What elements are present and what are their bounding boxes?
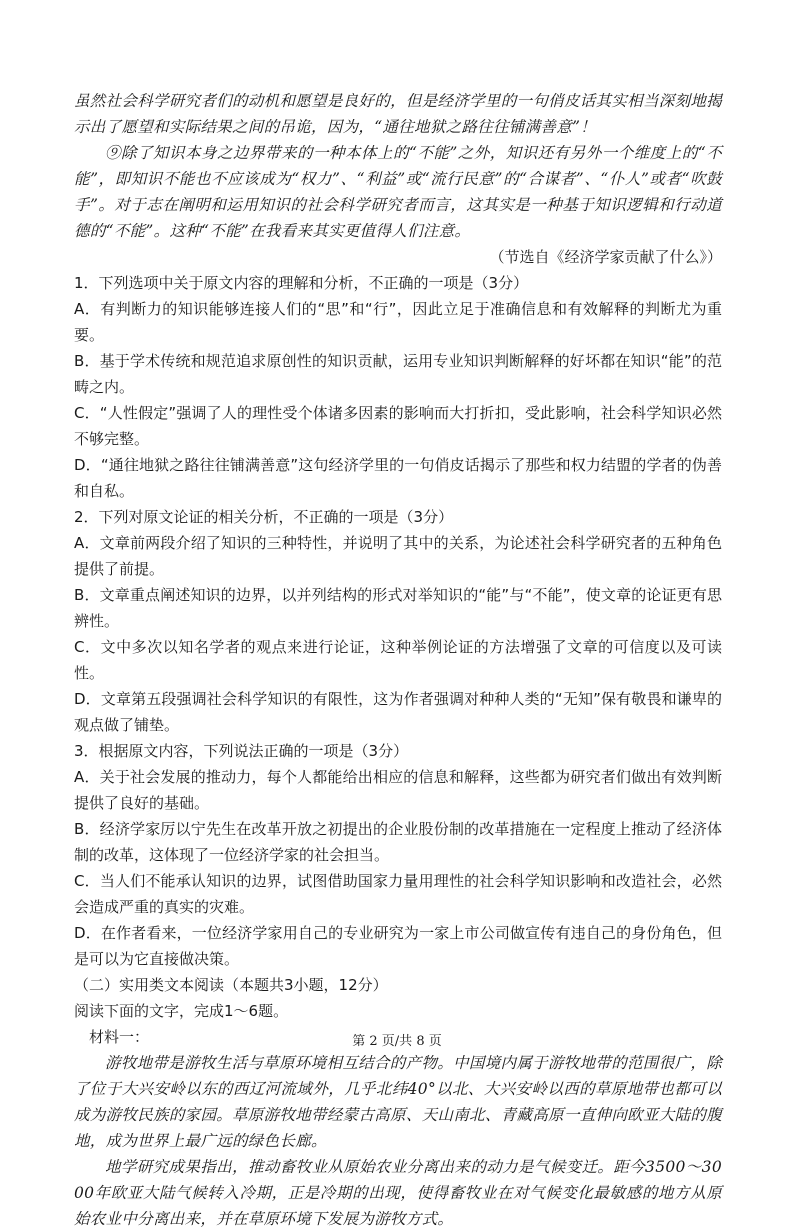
- question-option: D．“通往地狱之路往往铺满善意”这句经济学里的一句俏皮话揭示了那些和权力结盟的学者的伪善和自私。: [74, 456, 722, 500]
- material-label: 材料一：: [89, 1028, 150, 1046]
- section-instruction: 阅读下面的文字，完成1～6题。: [74, 1002, 289, 1020]
- question-stem: 3．根据原文内容，下列说法正确的一项是（3分）: [74, 742, 409, 760]
- question-option: D．文章第五段强调社会科学知识的有限性，这为作者强调对种种人类的“无知”保有敬畏和谦卑的观点做了铺垫。: [74, 690, 722, 734]
- question-option: C．文中多次以知名学者的观点来进行论证，这种举例论证的方法增强了文章的可信度以及可读性。: [74, 638, 722, 682]
- passage-paragraph: 虽然社会科学研究者们的动机和愿望是良好的，但是经济学里的一句俏皮话其实相当深刻地揭示出了愿望和实际结果之间的吊诡，因为，“通往地狱之路往往铺满善意”！: [74, 92, 722, 136]
- question-option: C．“人性假定”强调了人的理性受个体诸多因素的影响而大打折扣，受此影响，社会科学知识必然不够完整。: [74, 404, 722, 448]
- question-stem: 2．下列对原文论证的相关分析，不正确的一项是（3分）: [74, 508, 454, 526]
- material-paragraph: 地学研究成果指出，推动畜牧业从原始农业分离出来的动力是气候变迁。距今3500～3000年欧亚大陆气候转入冷期，正是冷期的出现，使得畜牧业在对气候变化最敏感的地方从原始农业中分离出来，并在草原环境下发展为游牧方式。: [74, 1158, 722, 1228]
- question-option: A．文章前两段介绍了知识的三种特性，并说明了其中的关系，为论述社会科学研究者的五种角色提供了前提。: [74, 534, 722, 578]
- question-option: B．文章重点阐述知识的边界，以并列结构的形式对举知识的“能”与“不能”，使文章的论证更有思辨性。: [74, 586, 722, 630]
- question-option: B．经济学家厉以宁先生在改革开放之初提出的企业股份制的改革措施在一定程度上推动了经济体制的改革，这体现了一位经济学家的社会担当。: [74, 820, 722, 864]
- passage-source: （节选自《经济学家贡献了什么》）: [489, 248, 722, 266]
- question-3: [74, 738, 722, 972]
- question-option: B．基于学术传统和规范追求原创性的知识贡献，运用专业知识判断解释的好坏都在知识“能”的范畴之内。: [74, 352, 722, 396]
- question-option: D．在作者看来，一位经济学家用自己的专业研究为一家上市公司做宣传有违自己的身份角色，但是可以为它直接做决策。: [74, 924, 722, 968]
- passage-paragraph: ⑨除了知识本身之边界带来的一种本体上的“不能”之外，知识还有另外一个维度上的“不能”，即知识不能也不应该成为“权力”、“利益”或“流行民意”的“合谋者”、“仆人”或者“吹鼓手”。对于志在阐明和运用知识的社会科学研究者而言，这其实是一种基于知识逻辑和行动道德的“不能”。这种“不能”在我看来其实更值得人们注意。: [74, 144, 722, 240]
- question-option: C．当人们不能承认知识的边界，试图借助国家力量用理性的社会科学知识影响和改造社会，必然会造成严重的真实的灾难。: [74, 872, 722, 916]
- question-option: A．有判断力的知识能够连接人们的“思”和“行”，因此立足于准确信息和有效解释的判断尤为重要。: [74, 300, 722, 344]
- question-2: [74, 504, 722, 738]
- page-footer: 第 2 页/共 8 页: [352, 1034, 442, 1049]
- document-page: [74, 88, 722, 1232]
- section-heading: （二）实用类文本阅读（本题共3小题，12分）: [74, 976, 388, 994]
- question-option: A．关于社会发展的推动力，每个人都能给出相应的信息和解释，这些都为研究者们做出有效判断提供了良好的基础。: [74, 768, 722, 812]
- question-1: [74, 270, 722, 504]
- material-paragraph: 游牧地带是游牧生活与草原环境相互结合的产物。中国境内属于游牧地带的范围很广，除了位于大兴安岭以东的西辽河流域外，几乎北纬40°以北、大兴安岭以西的草原地带也都可以成为游牧民族的家园。草原游牧地带经蒙古高原、天山南北、青藏高原一直伸向欧亚大陆的腹地，成为世界上最广远的绿色长廊。: [74, 1054, 722, 1150]
- question-stem: 1．下列选项中关于原文内容的理解和分析，不正确的一项是（3分）: [74, 274, 529, 292]
